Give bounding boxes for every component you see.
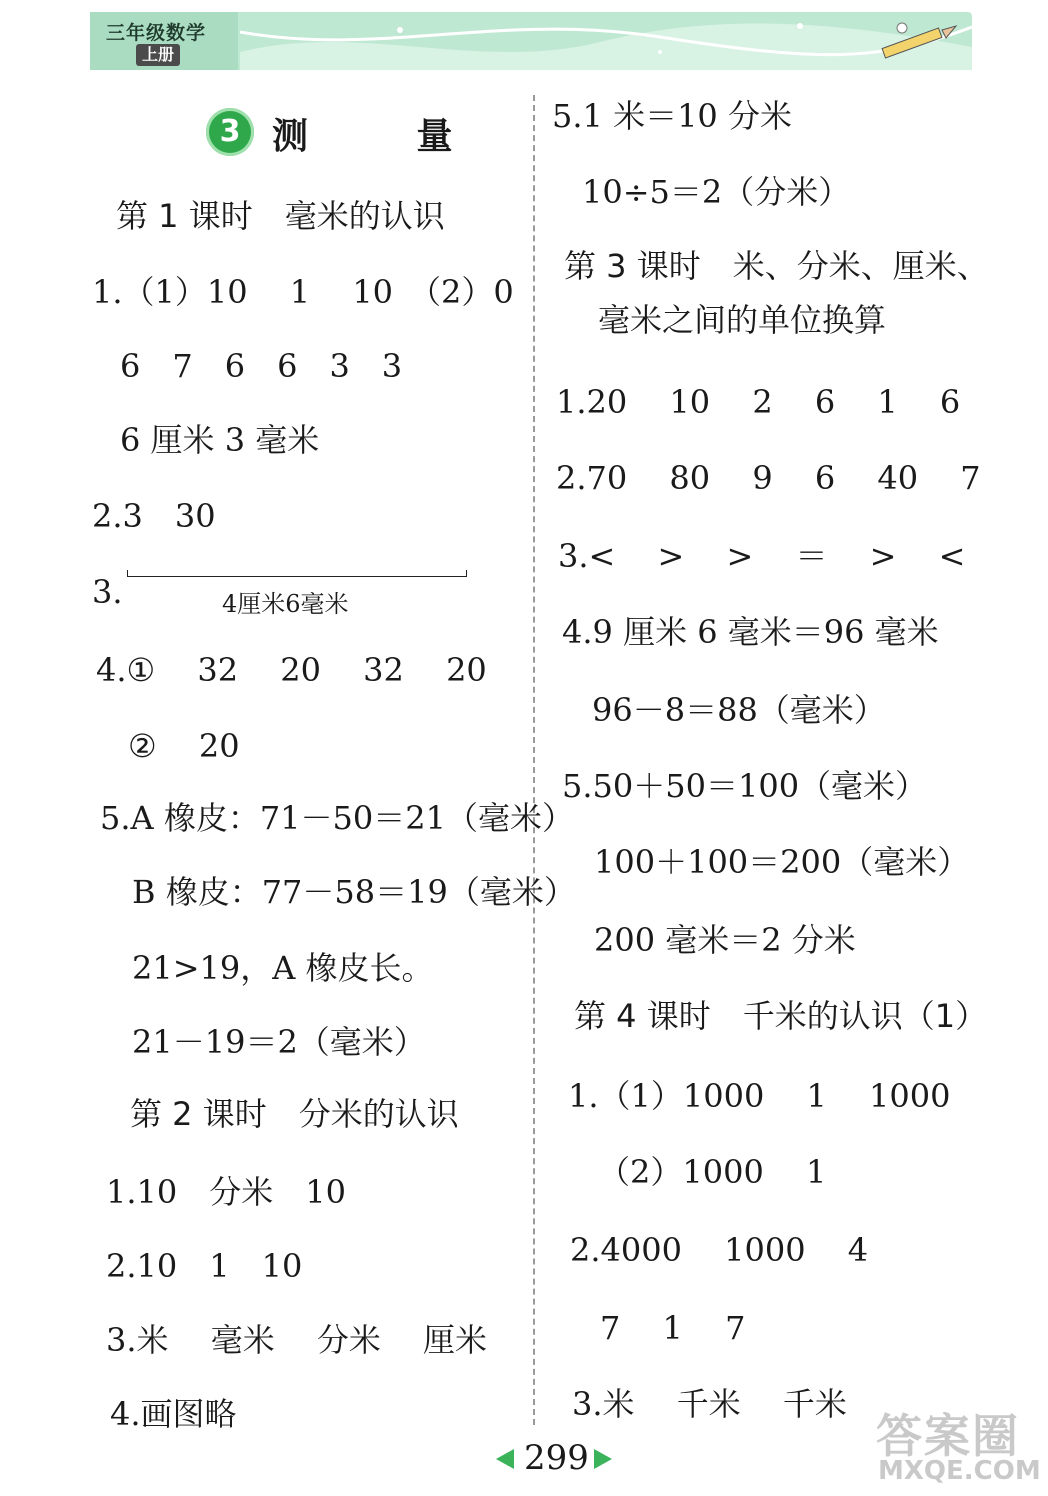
lesson-1-q3: 3.: [92, 573, 123, 611]
unit-number-badge: 3: [206, 108, 254, 156]
column-divider: [533, 95, 535, 1425]
line-segment-label: 4厘米6毫米: [222, 590, 349, 618]
lesson-2-q5-line1: 5.1 米＝10 分米: [552, 97, 792, 135]
lesson-1-q1-line2: 6 7 6 6 3 3: [120, 347, 403, 385]
lesson-1-q5-line1: 5.A 橡皮：71－50＝21（毫米）: [100, 799, 574, 837]
watermark-url: MXQE.COM: [878, 1456, 1041, 1486]
lesson-2-title: 第 2 课时 分米的认识: [130, 1095, 459, 1133]
lesson-4-q2-line1: 2.4000 1000 4: [570, 1231, 869, 1269]
lesson-4-q3: 3.米 千米 千米: [572, 1385, 847, 1423]
lesson-4-q1-line2: （2）1000 1: [598, 1153, 827, 1191]
lesson-3-q4-line2: 96－8＝88（毫米）: [592, 691, 886, 729]
lesson-4-q2-line2: 7 1 7: [600, 1309, 746, 1347]
lesson-2-q2: 2.10 1 10: [106, 1247, 303, 1285]
lesson-4-title: 第 4 课时 千米的认识（1）: [574, 997, 988, 1035]
lesson-3-title-line1: 第 3 课时 米、分米、厘米、: [564, 247, 989, 285]
lesson-1-q5-line4: 21－19＝2（毫米）: [132, 1023, 426, 1061]
lesson-3-q1: 1.20 10 2 6 1 6: [556, 383, 961, 421]
lesson-2-q1: 1.10 分米 10: [106, 1173, 346, 1211]
lesson-1-q4-line1: 4.① 32 20 32 20: [96, 651, 487, 689]
lesson-4-q1-line1: 1.（1）1000 1 1000: [568, 1077, 951, 1115]
page-number: 299: [524, 1438, 589, 1478]
lesson-1-title: 第 1 课时 毫米的认识: [116, 197, 445, 235]
lesson-3-q5-line3: 200 毫米＝2 分米: [594, 921, 856, 959]
lesson-3-q4-line1: 4.9 厘米 6 毫米＝96 毫米: [562, 613, 939, 651]
lesson-2-q4: 4.画图略: [110, 1395, 237, 1433]
lesson-3-q2: 2.70 80 9 6 40 7: [556, 459, 981, 497]
watermark: [872, 1400, 1042, 1490]
pencil-icon: [872, 16, 962, 64]
arrow-right-icon: [594, 1449, 612, 1469]
header-wave-decoration: [240, 12, 972, 70]
lesson-3-title-line2: 毫米之间的单位换算: [598, 301, 887, 339]
drawn-line-segment: [127, 570, 467, 577]
lesson-1-q1-line1: 1.（1）10 1 10 （2）0: [92, 273, 514, 311]
lesson-3-q3: 3.< > > ＝ > <: [558, 537, 966, 575]
unit-title: 测 量: [272, 116, 501, 157]
lesson-1-q4-line2: ② 20: [128, 727, 240, 765]
grade-title: 三年级数学: [106, 22, 207, 44]
lesson-3-q5-line2: 100＋100＝200（毫米）: [594, 843, 970, 881]
volume-badge: 上册: [136, 44, 180, 66]
arrow-left-icon: [496, 1449, 514, 1469]
lesson-3-q5-line1: 5.50＋50＝100（毫米）: [562, 767, 928, 805]
lesson-1-q5-line2: B 橡皮：77－58＝19（毫米）: [132, 873, 576, 911]
lesson-1-q1-line3: 6 厘米 3 毫米: [120, 421, 320, 459]
lesson-1-q2: 2.3 30: [92, 497, 216, 535]
lesson-2-q3: 3.米 毫米 分米 厘米: [106, 1321, 488, 1359]
watermark-title: 答案圈: [876, 1409, 1020, 1463]
lesson-1-q5-line3: 21>19，A 橡皮长。: [132, 949, 434, 987]
lesson-2-q5-line2: 10÷5＝2（分米）: [582, 173, 851, 211]
